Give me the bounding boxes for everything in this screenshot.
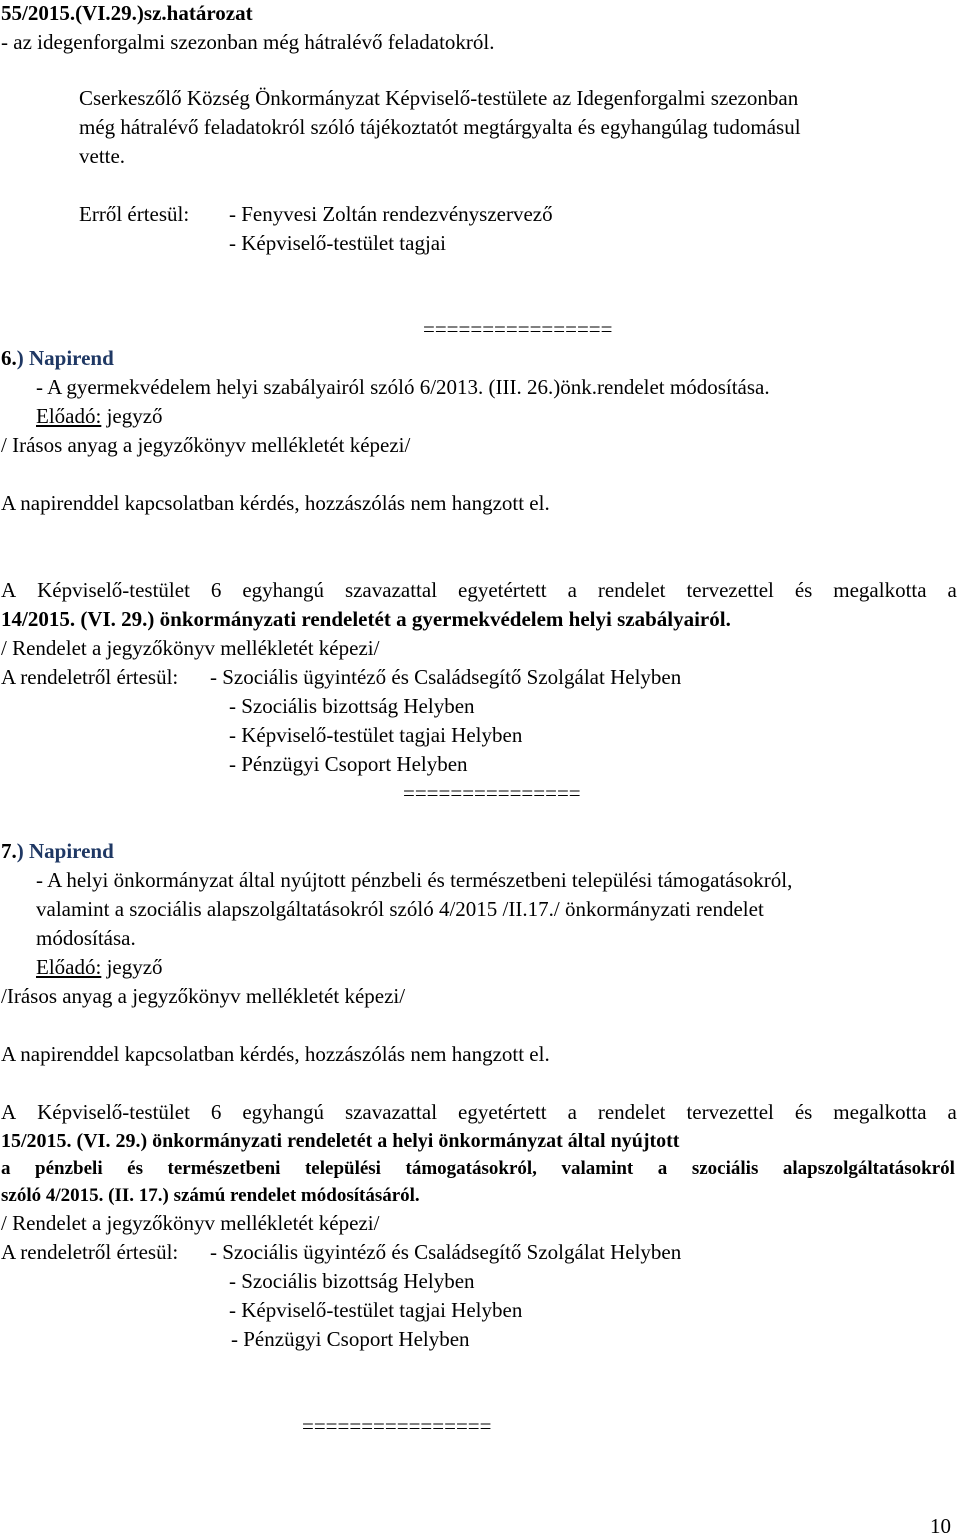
- agenda-6-notify-item: - Pénzügyi Csoport Helyben: [229, 752, 468, 776]
- agenda-6-annex: / Rendelet a jegyzőkönyv mellékletét képezi/: [1, 636, 380, 660]
- agenda-number: 7.: [1, 839, 17, 863]
- agenda-7-decision-line-4: szóló 4/2015. (II. 17.) számú rendelet módosításáról.: [1, 1185, 420, 1206]
- agenda-7-heading: [1, 839, 114, 863]
- notify-item: - Fenyvesi Zoltán rendezvényszervező: [229, 202, 553, 226]
- agenda-6-notify-item: - Szociális bizottság Helyben: [229, 694, 475, 718]
- agenda-6-presenter: [36, 404, 163, 428]
- agenda-6-decision-line-1: A Képviselő-testület 6 egyhangú szavazattal egyetértett a rendelet tervezettel és megalkotta a: [1, 578, 957, 602]
- resolution-title: 55/2015.(VI.29.)sz.határozat: [1, 1, 253, 25]
- notify-item: - Képviselő-testület tagjai: [229, 231, 446, 255]
- agenda-7-material: /Irásos anyag a jegyzőkönyv mellékletét képezi/: [1, 984, 406, 1008]
- agenda-6-subject: - A gyermekvédelem helyi szabályairól szóló 6/2013. (III. 26.)önk.rendelet módosítása.: [36, 375, 770, 399]
- agenda-7-notify-item: - Szociális ügyintéző és Családsegítő Szolgálat Helyben: [210, 1240, 682, 1264]
- agenda-title: ) Napirend: [16, 839, 114, 863]
- agenda-7-presenter: [36, 955, 163, 979]
- intro-line-3: vette.: [79, 144, 126, 168]
- agenda-7-notify-item: - Szociális bizottság Helyben: [229, 1269, 475, 1293]
- agenda-6-notify-label: A rendeletről értesül:: [1, 665, 179, 689]
- separator: ================: [302, 1414, 492, 1438]
- agenda-7-subject-line-2: valamint a szociális alapszolgáltatásokról szóló 4/2015 /II.17./ önkormányzati rendelet: [36, 897, 764, 921]
- agenda-6-notify-item: - Képviselő-testület tagjai Helyben: [229, 723, 523, 747]
- agenda-7-subject-line-3: módosítása.: [36, 926, 136, 950]
- separator: ================: [423, 317, 613, 341]
- presenter-label: Előadó:: [36, 955, 102, 979]
- agenda-7-notify-item: - Pénzügyi Csoport Helyben: [231, 1327, 470, 1351]
- resolution-subject: - az idegenforgalmi szezonban még hátralévő feladatokról.: [1, 30, 495, 54]
- agenda-6-material: / Irásos anyag a jegyzőkönyv mellékletét képezi/: [1, 433, 411, 457]
- agenda-6-discussion: A napirenddel kapcsolatban kérdés, hozzászólás nem hangzott el.: [1, 491, 550, 515]
- agenda-7-decision-line-3: a pénzbeli és természetbeni települési támogatásokról, valamint a szociális alapszolgáltatásokról: [1, 1158, 955, 1179]
- intro-line-2: még hátralévő feladatokról szóló tájékoztatót megtárgyalta és egyhangúlag tudomásul: [79, 115, 801, 139]
- agenda-6-heading: [1, 346, 114, 370]
- agenda-7-annex: / Rendelet a jegyzőkönyv mellékletét képezi/: [1, 1211, 380, 1235]
- agenda-7-subject-line-1: - A helyi önkormányzat által nyújtott pénzbeli és természetbeni települési támogatásokról,: [36, 868, 793, 892]
- agenda-7-decision-line-2: 15/2015. (VI. 29.) önkormányzati rendeletét a helyi önkormányzat által nyújtott: [1, 1130, 680, 1152]
- agenda-7-notify-item: - Képviselő-testület tagjai Helyben: [229, 1298, 523, 1322]
- presenter-name: jegyző: [101, 404, 163, 428]
- presenter-name: jegyző: [101, 955, 163, 979]
- agenda-number: 6.: [1, 346, 17, 370]
- agenda-6-notify-item: - Szociális ügyintéző és Családsegítő Szolgálat Helyben: [210, 665, 682, 689]
- presenter-label: Előadó:: [36, 404, 102, 428]
- page-number: 10: [930, 1514, 951, 1538]
- agenda-6-decision-line-2: 14/2015. (VI. 29.) önkormányzati rendeletét a gyermekvédelem helyi szabályairól.: [1, 607, 731, 631]
- agenda-7-decision-line-1: A Képviselő-testület 6 egyhangú szavazattal egyetértett a rendelet tervezettel és megalkotta a: [1, 1100, 957, 1124]
- intro-line-1: Cserkeszőlő Község Önkormányzat Képviselő-testülete az Idegenforgalmi szezonban: [79, 86, 799, 110]
- agenda-7-discussion: A napirenddel kapcsolatban kérdés, hozzászólás nem hangzott el.: [1, 1042, 550, 1066]
- separator: ===============: [403, 781, 581, 805]
- agenda-7-notify-label: A rendeletről értesül:: [1, 1240, 179, 1264]
- agenda-title: ) Napirend: [16, 346, 114, 370]
- notify-label: Erről értesül:: [79, 202, 190, 226]
